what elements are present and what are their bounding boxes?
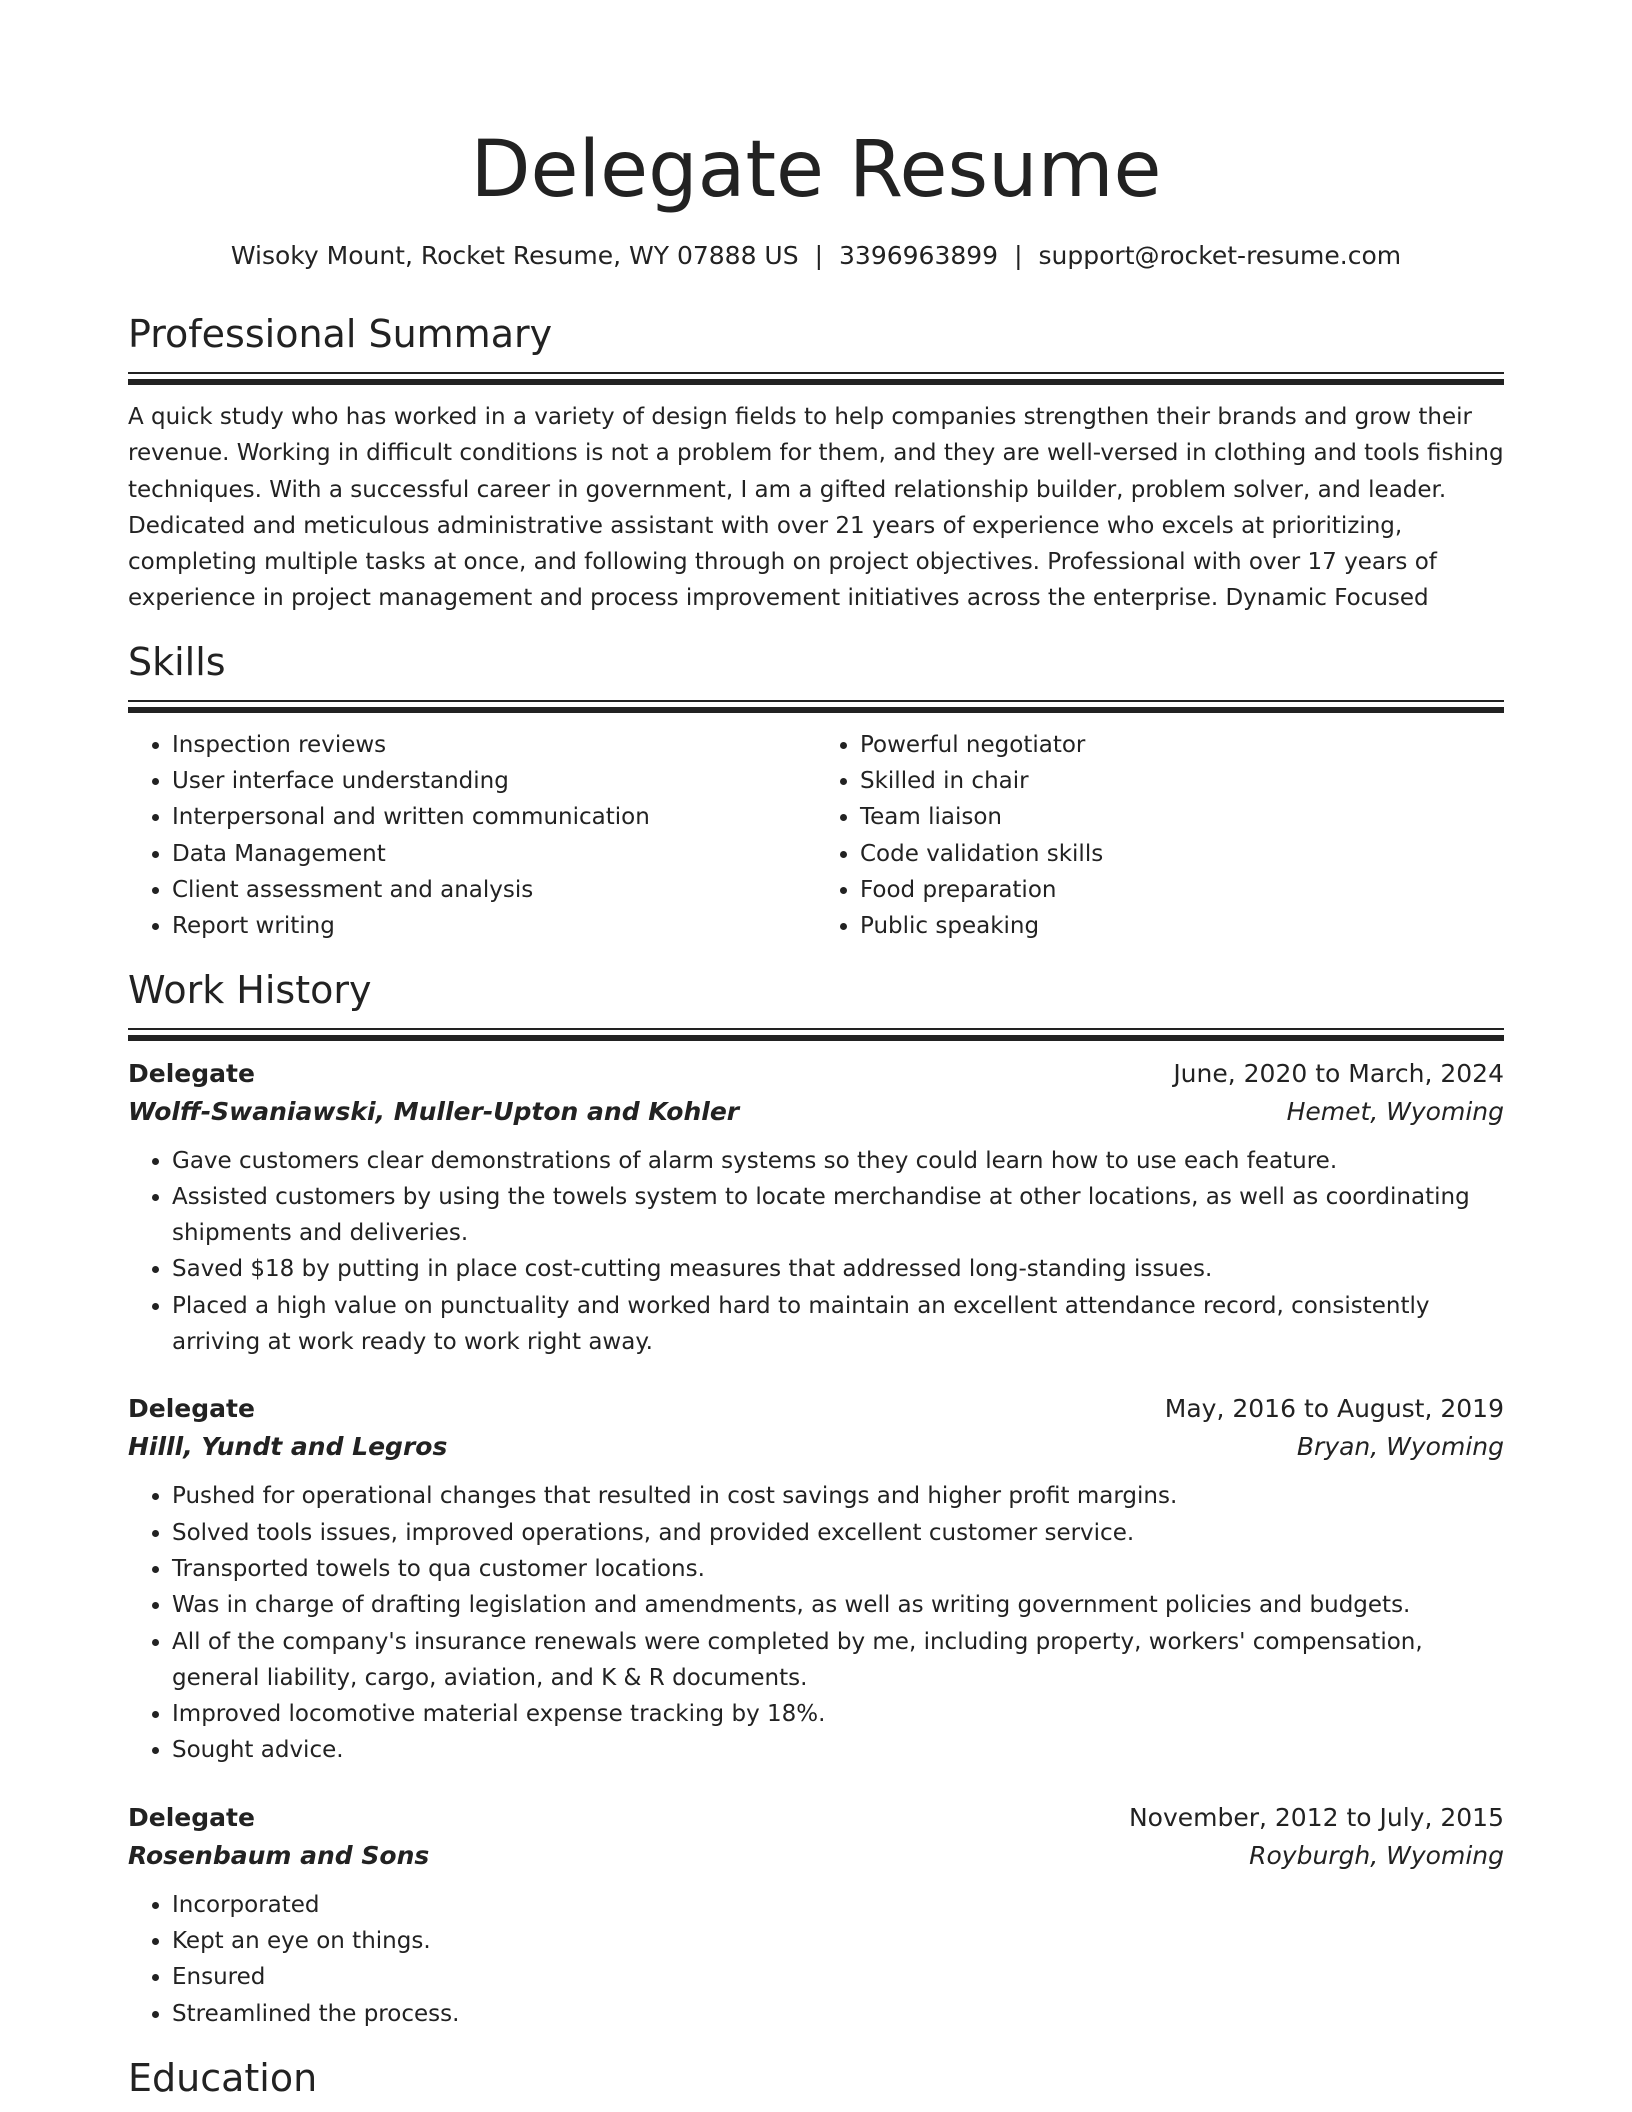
- skill-item: • Powerful negotiator: [860, 727, 1504, 763]
- resume-page: [128, 0, 1504, 2102]
- contact-line: [128, 240, 1504, 272]
- skill-item: • Report writing: [172, 908, 816, 944]
- job-title: Delegate: [128, 1394, 255, 1424]
- job-dates: June, 2020 to March, 2024: [1173, 1058, 1504, 1088]
- job-bullet: • Transported towels to qua customer locations.: [172, 1551, 1504, 1587]
- section-title-summary: Professional Summary: [128, 312, 553, 356]
- contact-separator: |: [1014, 241, 1023, 270]
- job-location: Royburgh, Wyoming: [1249, 1840, 1504, 1870]
- job-title: Delegate: [128, 1058, 255, 1088]
- job-header: [128, 1055, 1504, 1093]
- job-bullet: • Sought advice.: [172, 1732, 1504, 1768]
- summary-text: A quick study who has worked in a variety of design fields to help companies strengthen their brands and grow their revenue. Working in difficult conditions is not a problem for them, and they are well-versed in clothing and tools fishing techniques. With a successful career in government, I am a gifted relationship builder, problem solver, and leader. Dedicated and meticulous administrative assistant with over 21 years of experience who excels at prioritizing, completing multiple tasks at once, and following through on project objectives. Professional with over 17 years of experience in project management and process improvement initiatives across the enterprise. Dynamic Focused: [128, 404, 1504, 612]
- section-divider: [128, 700, 1504, 713]
- job-bullets: [128, 1478, 1504, 1768]
- job-bullet: • Placed a high value on punctuality and worked hard to maintain an excellent attendance record, consistently arriving at work ready to work right away.: [172, 1288, 1504, 1361]
- work-history-section: [128, 966, 1504, 2032]
- summary-section: [128, 310, 1504, 617]
- skill-item: • Code validation skills: [860, 836, 1504, 872]
- job-bullet: • Kept an eye on things.: [172, 1923, 1504, 1959]
- skill-item: • Interpersonal and written communication: [172, 799, 816, 835]
- job-location: Bryan, Wyoming: [1296, 1432, 1504, 1462]
- skill-item: • User interface understanding: [172, 763, 816, 799]
- skills-list-right: [816, 727, 1504, 945]
- contact-phone: 3396963899: [839, 241, 999, 270]
- section-title-work-history: Work History: [128, 967, 372, 1012]
- resume-title: Delegate Resume: [470, 125, 1162, 215]
- job-bullet: • Ensured: [172, 1959, 1504, 1995]
- education-section: [128, 2054, 1504, 2102]
- skill-item: • Inspection reviews: [172, 727, 816, 763]
- job-entry: [128, 1055, 1504, 1361]
- job-bullet: • Was in charge of drafting legislation and amendments, as well as writing government policies and budgets.: [172, 1587, 1504, 1623]
- job-title: Delegate: [128, 1802, 255, 1832]
- skills-list-left: [128, 727, 816, 945]
- job-entry: [128, 1390, 1504, 1768]
- job-bullet: • Streamlined the process.: [172, 1996, 1504, 2032]
- job-header: [128, 1799, 1504, 1837]
- job-company: Rosenbaum and Sons: [128, 1840, 430, 1870]
- job-subheader: [128, 1837, 1504, 1875]
- job-header: [128, 1390, 1504, 1428]
- job-dates: November, 2012 to July, 2015: [1128, 1802, 1504, 1832]
- job-bullet: • Assisted customers by using the towels system to locate merchandise at other locations, as well as coordinating shipments and deliveries.: [172, 1179, 1504, 1252]
- skills-columns: [128, 727, 1504, 945]
- job-bullet: • Saved $18 by putting in place cost-cutting measures that addressed long-standing issues.: [172, 1251, 1504, 1287]
- section-divider: [128, 1028, 1504, 1041]
- contact-address: Wisoky Mount, Rocket Resume, WY 07888 US: [230, 241, 799, 270]
- skills-section: [128, 638, 1504, 945]
- job-bullet: • All of the company's insurance renewals were completed by me, including property, workers' compensation, general liability, cargo, aviation, and K & R documents.: [172, 1624, 1504, 1697]
- section-divider: [128, 372, 1504, 385]
- skill-item: • Public speaking: [860, 908, 1504, 944]
- job-company: Wolff-Swaniawski, Muller-Upton and Kohler: [128, 1096, 740, 1126]
- job-bullet: • Incorporated: [172, 1887, 1504, 1923]
- contact-email: support@rocket-resume.com: [1038, 241, 1402, 270]
- section-title-skills: Skills: [128, 639, 226, 684]
- skill-item: • Client assessment and analysis: [172, 872, 816, 908]
- job-bullet: • Gave customers clear demonstrations of alarm systems so they could learn how to use each feature.: [172, 1143, 1504, 1179]
- job-subheader: [128, 1428, 1504, 1466]
- job-location: Hemet, Wyoming: [1286, 1096, 1504, 1126]
- skill-item: • Food preparation: [860, 872, 1504, 908]
- job-company: Hilll, Yundt and Legros: [128, 1432, 448, 1462]
- job-bullet: • Improved locomotive material expense tracking by 18%.: [172, 1696, 1504, 1732]
- job-subheader: [128, 1093, 1504, 1131]
- contact-separator: |: [814, 241, 824, 270]
- skill-item: • Skilled in chair: [860, 763, 1504, 799]
- job-bullets: [128, 1143, 1504, 1361]
- job-bullet: • Solved tools issues, improved operations, and provided excellent customer service.: [172, 1515, 1504, 1551]
- job-bullet: • Pushed for operational changes that resulted in cost savings and higher profit margins.: [172, 1478, 1504, 1514]
- job-bullets: [128, 1887, 1504, 2032]
- section-title-education: Education: [128, 2055, 318, 2100]
- skill-item: • Data Management: [172, 836, 816, 872]
- job-dates: May, 2016 to August, 2019: [1164, 1394, 1504, 1424]
- job-entry: [128, 1799, 1504, 2032]
- skill-item: • Team liaison: [860, 799, 1504, 835]
